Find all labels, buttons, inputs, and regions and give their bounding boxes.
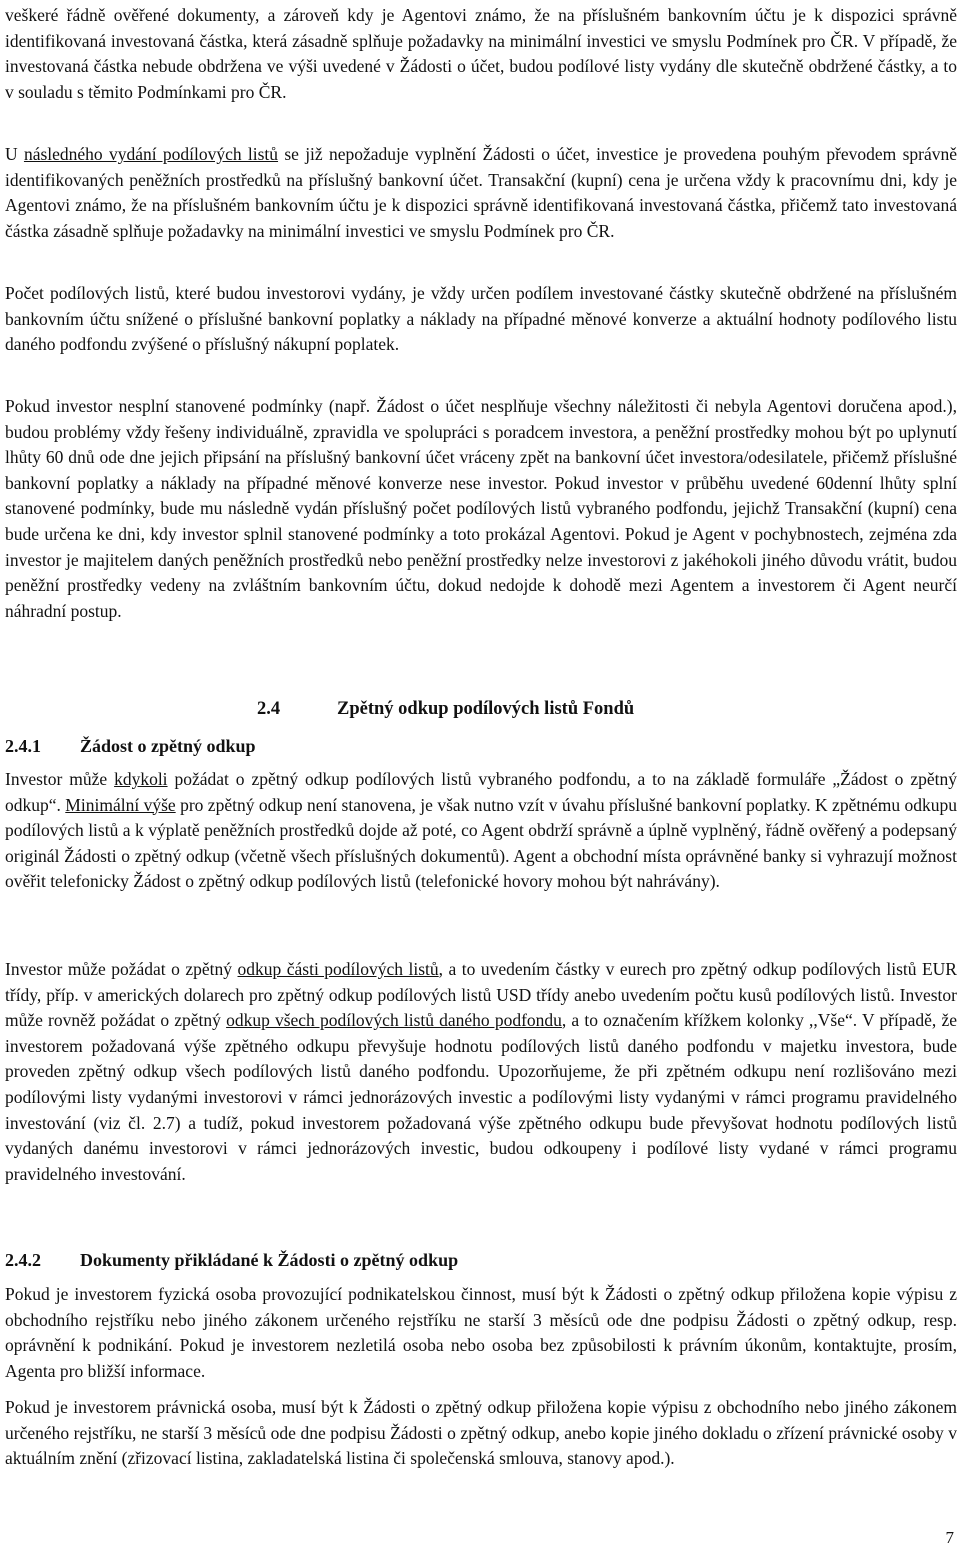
subsection-heading-request <box>5 733 256 759</box>
text-span: Investor může požádat o zpětný <box>5 959 238 979</box>
text-span: , a to uvedením částky v eurech pro zpětný odkup podílových listů EUR třídy, příp. v amerických dolarech pro zpětný odkup podílových listů USD třídy anebo uvedením počtu kusů podílových listů. Investor může rovněž požádat o zpětný <box>5 959 957 1031</box>
page-number: 7 <box>945 1528 954 1547</box>
text-span: U <box>5 144 24 164</box>
subsection-title: Žádost o zpětný odkup <box>80 736 256 756</box>
section-title: Zpětný odkup podílových listů Fondů <box>337 699 635 719</box>
paragraph-text: Pokud investor nesplní stanovené podmínky (např. Žádost o účet nesplňuje všechny náležitosti či nebyla Agentovi doručena apod.), budou problémy vždy řešeny individuálně, zpravidla ve spolupráci s poradcem investora, a peněžní prostředky mohou být po uplynutí lhůty 60 dnů ode dne jejich připsání na příslušný bankovní účet vráceny zpět na bankovní účet investora/odesilatele, přičemž příslušné bankovní poplatky a náklady na případné měnové konverze nese investor. Pokud investor v průběhu uvedené 60denní lhůty splní stanovené podmínky, bude mu následně vydán příslušný počet podílových listů vybraného podfondu, jejichž Transakční (kupní) cena bude určena ke dni, kdy investor splnil stanovené podmínky a toto prokázal Agentovi. Pokud je Agent v pochybnostech, zejména zda investor je majitelem daných peněžních prostředků nebo peněžní prostředky nelze investorovi z jakéhokoli jiného důvodu vrátit, budou peněžní prostředky vedeny na zvláštním bankovním účtu, dokud nedojde k dohodě mezi Agentem a investorem či Agent neurčí náhradní postup. <box>5 396 957 621</box>
text-span: Investor může <box>5 769 115 789</box>
paragraph-unmet-conditions <box>5 394 957 624</box>
section-heading <box>257 696 634 722</box>
subsection-number: 2.4.2 <box>5 1250 41 1270</box>
paragraph-text: Pokud je investorem fyzická osoba provozující podnikatelskou činnost, musí být k Žádosti o zpětný odkup přiložena kopie výpisu z obchodního rejstříku nebo jiného zákonem určeného rejstříku ne starší 3 měsíců ode dne podpisu Žádosti o zpětný odkup, resp. oprávnění k podnikání. Pokud je investorem nezletilá osoba nebo osoba bez způsobilosti k právním úkonům, kontaktujte, prosím, Agenta pro bližší informace. <box>5 1284 957 1381</box>
text-span: pro zpětný odkup není stanovena, je však nutno vzít v úvahu příslušné bankovní poplatky. K zpětnému odkupu podílových listů a k výplatě peněžních prostředků dojde až poté, co Agent obdrží správně a úplně vyplněný, řádně ověřený a podepsaný originál Žádosti o zpětný odkup (včetně všech příslušných dokumentů). Agent a obchodní místa oprávněné banky si vyhrazují možnost ověřit telefonicky Žádost o zpětný odkup podílových listů (telefonické hovory mohou být nahrávány). <box>5 794 957 892</box>
underlined-phrase: následného vydání podílových listů <box>23 144 279 164</box>
underlined-phrase: Minimální výše <box>65 794 176 815</box>
section-number: 2.4 <box>257 699 281 719</box>
paragraph-natural-person <box>5 1282 957 1384</box>
text-span: požádat o zpětný odkup podílových listů vybraného podfondu, a to na základě formuláře „Žádost o zpětný odkup“. <box>5 769 957 815</box>
underlined-phrase: odkup části podílových listů <box>237 959 439 979</box>
paragraph-issue-conditions <box>5 3 957 105</box>
subsection-heading-documents <box>5 1247 458 1273</box>
text-span: se již nepožaduje vyplnění Žádosti o účet, investice je provedena pouhým převodem správně identifikovaných peněžních prostředků na příslušný bankovní účet. Transakční (kupní) cena je určena vždy k pracovnímu dni, kdy je Agentovi známo, že na příslušném bankovním účtu je k dispozici správně identifikovaná investovaná částka, přičemž tato investovaná částka zásadně splňuje požadavky na minimální investici ve smyslu Podmínek pro ČR. <box>5 144 957 241</box>
text-span: , a to označením křížkem kolonky ,,Vše“. V případě, že investorem požadovaná výše zpětného odkupu převyšuje hodnotu podílových listů daného podfondu v majetku investora, bude proveden zpětný odkup všech podílových listů daného podfondu. Upozorňujeme, že při zpětném odkupu není rozlišováno mezi podílovými listy vydanými investorovi v rámci jednorázových investic a podílovými listy vydanými v rámci programu pravidelného investování (viz čl. 2.7) a tudíž, pokud investorem požadovaná výše zpětného odkupu bude převyšovat hodnotu podílových listů vydaných danému investorovi v rámci jednorázových investic, budou odkoupeny i podílové listy vydané v rámci programu pravidelného investování. <box>5 1010 957 1184</box>
underlined-phrase: kdykoli <box>114 769 168 789</box>
underlined-phrase: odkup všech podílových listů daného podfondu <box>226 1010 562 1031</box>
paragraph-text: Počet podílových listů, které budou investorovi vydány, je vždy určen podílem investované částky skutečně obdržené na příslušném bankovním účtu snížené o příslušné bankovní poplatky a náklady na případné měnové konverze a aktuální hodnoty podílového listu daného podfondu zvýšené o příslušný nákupní poplatek. <box>5 283 957 355</box>
paragraph-text: veškeré řádně ověřené dokumenty, a zároveň kdy je Agentovi známo, že na příslušném bankovním účtu je k dispozici správně identifikovaná investovaná částka, která zásadně splňuje požadavky na minimální investici ve smyslu Podmínek pro ČR. V případě, že investovaná částka nebude obdržena ve výši uvedené v Žádosti o účet, budou podílové listy vydány dle skutečně obdržené částky, a to v souladu s těmito Podmínkami pro ČR. <box>5 5 957 102</box>
paragraph-subsequent-issue <box>5 142 957 244</box>
subsection-title: Dokumenty přikládané k Žádosti o zpětný odkup <box>80 1250 459 1270</box>
paragraph-partial-redemption <box>5 957 957 1187</box>
subsection-number: 2.4.1 <box>5 736 41 756</box>
paragraph-number-of-units <box>5 281 957 358</box>
paragraph-text: Pokud je investorem právnická osoba, musí být k Žádosti o zpětný odkup přiložena kopie výpisu z obchodního nebo jiného zákonem určeného rejstříku, ne starší 3 měsíců ode dne podpisu Žádosti o zpětný odkup, anebo kopie jiného dokladu o zřízení právnické osoby v aktuálním znění (zřizovací listina, zakladatelská listina či společenská smlouva, stanovy apod.). <box>5 1397 957 1469</box>
paragraph-legal-entity <box>5 1395 957 1472</box>
paragraph-redemption-request <box>5 767 957 895</box>
